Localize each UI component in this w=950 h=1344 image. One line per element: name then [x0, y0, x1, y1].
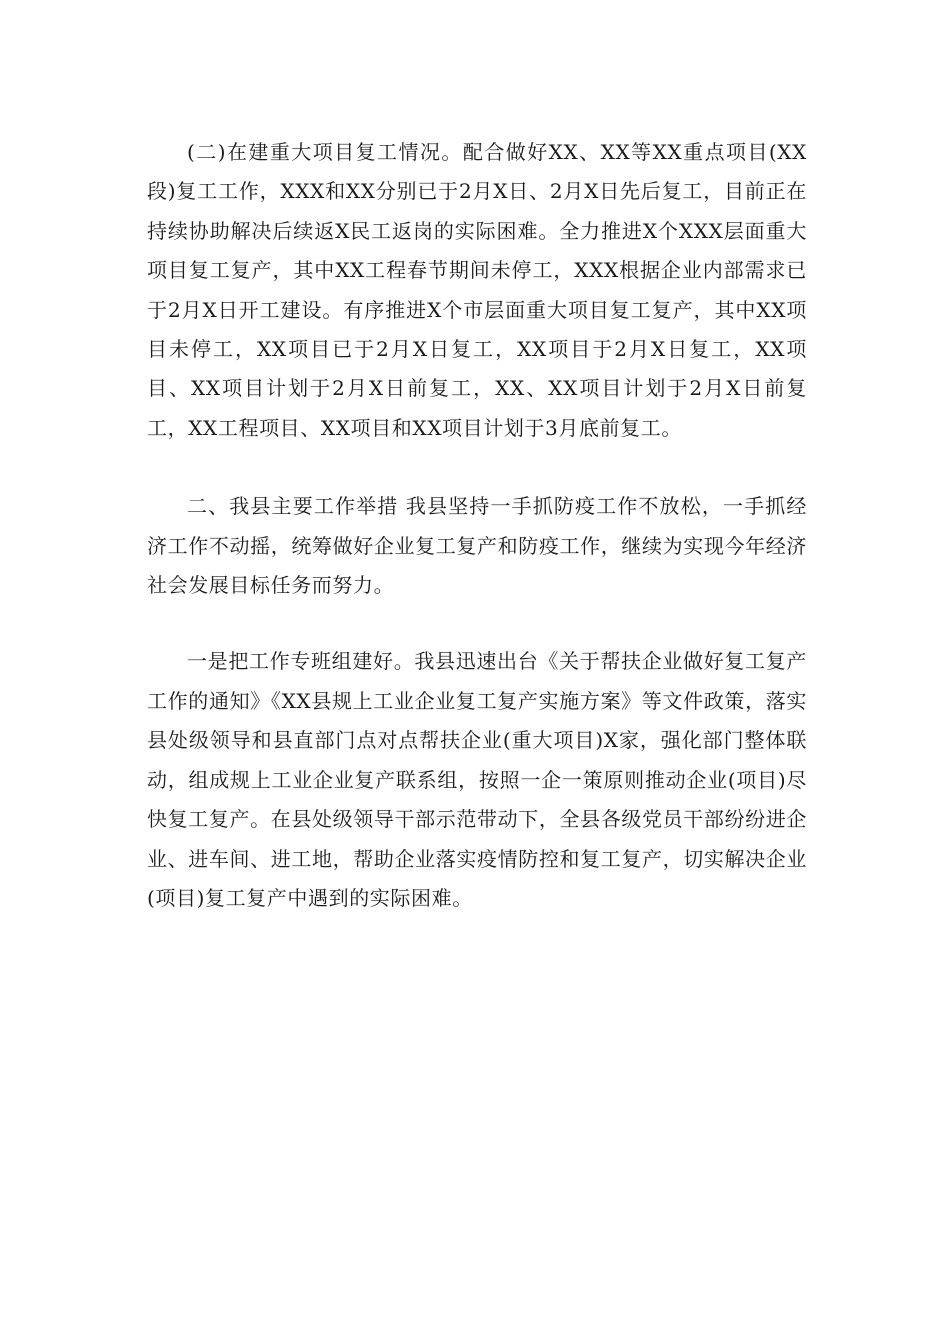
paragraph-major-projects-resumption: (二)在建重大项目复工情况。配合做好XX、XX等XX重点项目(XX段)复工工作，XXX和XX分别已于2月X日、2月X日先后复工，目前正在持续协助解决后续返X民工返岗的实际困难。全力推进X个XXX层面重大项目复工复产，其中XX工程春节期间未停工，XXX根据企业内部需求已于2月X日开工建设。有序推进X个市层面重大项目复工复产，其中XX项目未停工，XX项目已于2月X日复工，XX项目于2月X日复工，XX项目、XX项目计划于2月X日前复工，XX、XX项目计划于2月X日前复工，XX工程项目、XX项目和XX项目计划于3月底前复工。: [147, 140, 807, 440]
paragraph-main-work-measures: 二、我县主要工作举措 我县坚持一手抓防疫工作不放松，一手抓经济工作不动摇，统筹做好企业复工复产和防疫工作，继续为实现今年经济社会发展目标任务而努力。: [147, 494, 807, 598]
document-body: [147, 133, 807, 918]
paragraph-task-force: 一是把工作专班组建好。我县迅速出台《关于帮扶企业做好复工复产工作的通知》《XX县规上工业企业复工复产实施方案》等文件政策，落实县处级领导和县直部门点对点帮扶企业(重大项目)X家，强化部门整体联动，组成规上工业企业复产联系组，按照一企一策原则推动企业(项目)尽快复工复产。在县处级领导干部示范带动下，全县各级党员干部纷纷进企业、进车间、进工地，帮助企业落实疫情防控和复工复产，切实解决企业(项目)复工复产中遇到的实际困难。: [147, 649, 807, 910]
